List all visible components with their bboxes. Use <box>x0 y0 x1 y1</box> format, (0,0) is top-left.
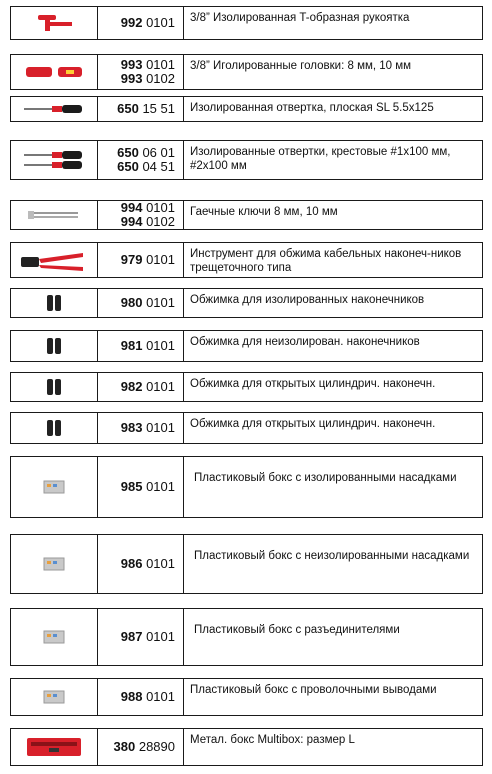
product-description: Обжимка для изолированных наконечников <box>190 294 425 306</box>
description-cell <box>184 97 482 121</box>
article-code-cell <box>98 201 184 229</box>
flat-screwdriver-icon <box>22 102 86 116</box>
article-code-suffix: 15 51 <box>138 101 175 116</box>
article-code-suffix: 0101 <box>142 252 175 267</box>
article-code-prefix: 982 <box>120 379 143 394</box>
product-image-cell <box>11 679 98 715</box>
description-cell <box>184 535 482 593</box>
article-code-cell <box>98 55 184 89</box>
table-row <box>10 288 483 318</box>
product-image-cell <box>11 535 98 593</box>
sockets-icon <box>22 61 86 83</box>
article-code <box>117 146 175 160</box>
crimp-die-icon <box>43 418 65 438</box>
table-row <box>10 456 483 518</box>
article-code-cell <box>98 289 184 317</box>
article-code-prefix: 650 <box>117 101 139 116</box>
product-description: Пластиковый бокс с разъединителями <box>194 624 400 636</box>
article-code-prefix: 994 <box>120 200 143 215</box>
article-code <box>117 160 175 174</box>
article-code-cell <box>98 97 184 121</box>
description-cell <box>184 373 482 401</box>
product-image-cell <box>11 7 98 39</box>
product-description: Пластиковый бокс с неизолированными насадками <box>194 550 470 562</box>
article-code-cell <box>98 535 184 593</box>
table-row <box>10 6 483 40</box>
article-code-prefix: 994 <box>120 214 143 229</box>
article-code-suffix: 0101 <box>142 420 175 435</box>
article-code-cell <box>98 413 184 443</box>
article-code-prefix: 993 <box>120 57 143 72</box>
table-row <box>10 54 483 90</box>
table-row <box>10 728 483 766</box>
description-cell <box>184 457 482 517</box>
article-code-cell <box>98 457 184 517</box>
article-code-suffix: 06 01 <box>138 145 175 160</box>
article-code-prefix: 983 <box>120 420 143 435</box>
article-code-suffix: 0102 <box>142 71 175 86</box>
article-code <box>121 201 175 215</box>
product-image-cell <box>11 373 98 401</box>
product-description: 3/8” Изолированная T-образная рукоятка <box>190 12 410 24</box>
product-description: Инструмент для обжима кабельных наконеч-ников трещеточного типа <box>190 248 462 274</box>
article-code-suffix: 0101 <box>142 689 175 704</box>
article-code-suffix: 0101 <box>142 479 175 494</box>
article-code-suffix: 0101 <box>142 379 175 394</box>
article-code <box>121 296 175 310</box>
article-code-prefix: 380 <box>113 739 136 754</box>
table-row <box>10 412 483 444</box>
article-code-prefix: 993 <box>120 71 143 86</box>
table-row <box>10 140 483 180</box>
article-code-prefix: 986 <box>120 556 143 571</box>
article-code <box>121 16 175 30</box>
plastic-box-icon <box>43 630 65 644</box>
description-cell <box>184 289 482 317</box>
product-description: Обжимка для открытых цилиндрич. наконечн. <box>190 378 436 390</box>
plastic-box-icon <box>43 480 65 494</box>
product-description: Изолированная отвертка, плоская SL 5.5х125 <box>190 102 434 114</box>
article-code-suffix: 0101 <box>142 57 175 72</box>
crimp-die-icon <box>43 377 65 397</box>
article-code <box>121 630 175 644</box>
description-cell <box>184 679 482 715</box>
article-code-cell <box>98 243 184 277</box>
article-code-cell <box>98 141 184 179</box>
article-code-suffix: 0101 <box>142 338 175 353</box>
product-image-cell <box>11 55 98 89</box>
article-code-cell <box>98 609 184 665</box>
description-cell <box>184 413 482 443</box>
article-code <box>121 690 175 704</box>
product-description: Метал. бокс Multibox: размер L <box>190 734 355 746</box>
phillips-screwdrivers-icon <box>22 148 86 172</box>
article-code-cell <box>98 679 184 715</box>
article-code-suffix: 0101 <box>142 629 175 644</box>
product-description: Обжимка для неизолирован. наконечников <box>190 336 420 348</box>
product-image-cell <box>11 141 98 179</box>
description-cell <box>184 7 482 39</box>
article-code <box>121 421 175 435</box>
table-row <box>10 242 483 278</box>
description-cell <box>184 609 482 665</box>
product-image-cell <box>11 331 98 361</box>
crimp-die-icon <box>43 293 65 313</box>
crimp-die-icon <box>43 336 65 356</box>
description-cell <box>184 55 482 89</box>
article-code <box>114 740 175 754</box>
article-code-cell <box>98 7 184 39</box>
article-code-prefix: 981 <box>120 338 143 353</box>
description-cell <box>184 243 482 277</box>
description-cell <box>184 331 482 361</box>
product-image-cell <box>11 97 98 121</box>
product-description: Пластиковый бокс с изолированными насадками <box>194 472 457 484</box>
product-image-cell <box>11 729 98 765</box>
plastic-box-icon <box>43 557 65 571</box>
article-code-prefix: 992 <box>120 15 143 30</box>
product-description: 3/8” Иголированные головки: 8 мм, 10 мм <box>190 60 412 72</box>
article-code-prefix: 650 <box>117 159 139 174</box>
table-row <box>10 372 483 402</box>
article-code-prefix: 988 <box>120 689 143 704</box>
description-cell <box>184 141 482 179</box>
article-code-suffix: 0101 <box>142 556 175 571</box>
article-code-prefix: 987 <box>120 629 143 644</box>
table-row <box>10 330 483 362</box>
article-code <box>121 58 175 72</box>
metal-box-icon <box>23 734 85 760</box>
product-description: Пластиковый бокс с проволочными выводами <box>190 684 437 696</box>
article-code-suffix: 0101 <box>142 295 175 310</box>
article-code <box>121 480 175 494</box>
article-code-cell <box>98 729 184 765</box>
product-description: Обжимка для открытых цилиндрич. наконечн. <box>190 418 436 430</box>
product-image-cell <box>11 609 98 665</box>
article-code-prefix: 985 <box>120 479 143 494</box>
description-cell <box>184 201 482 229</box>
wrenches-icon <box>24 208 84 222</box>
table-row <box>10 534 483 594</box>
table-row <box>10 200 483 230</box>
article-code-suffix: 0101 <box>142 200 175 215</box>
article-code-cell <box>98 331 184 361</box>
crimping-tool-icon <box>19 247 89 273</box>
article-code <box>121 557 175 571</box>
article-code-prefix: 979 <box>120 252 143 267</box>
article-code <box>121 380 175 394</box>
plastic-box-icon <box>43 690 65 704</box>
product-image-cell <box>11 413 98 443</box>
table-row <box>10 96 483 122</box>
product-image-cell <box>11 201 98 229</box>
article-code-prefix: 980 <box>120 295 143 310</box>
article-code-suffix: 0101 <box>142 15 175 30</box>
t-handle-icon <box>24 11 84 35</box>
product-description: Изолированные отвертки, крестовые #1х100 мм, #2х100 мм <box>190 146 451 172</box>
article-code-suffix: 0102 <box>142 214 175 229</box>
table-row <box>10 678 483 716</box>
table-row <box>10 608 483 666</box>
description-cell <box>184 729 482 765</box>
article-code-prefix: 650 <box>117 145 139 160</box>
article-code <box>121 72 175 86</box>
article-code <box>121 253 175 267</box>
article-code <box>117 102 175 116</box>
product-image-cell <box>11 289 98 317</box>
product-description: Гаечные ключи 8 мм, 10 мм <box>190 206 338 218</box>
product-image-cell <box>11 457 98 517</box>
article-code-cell <box>98 373 184 401</box>
product-image-cell <box>11 243 98 277</box>
article-code <box>121 339 175 353</box>
article-code <box>121 215 175 229</box>
article-code-suffix: 28890 <box>135 739 175 754</box>
article-code-suffix: 04 51 <box>138 159 175 174</box>
